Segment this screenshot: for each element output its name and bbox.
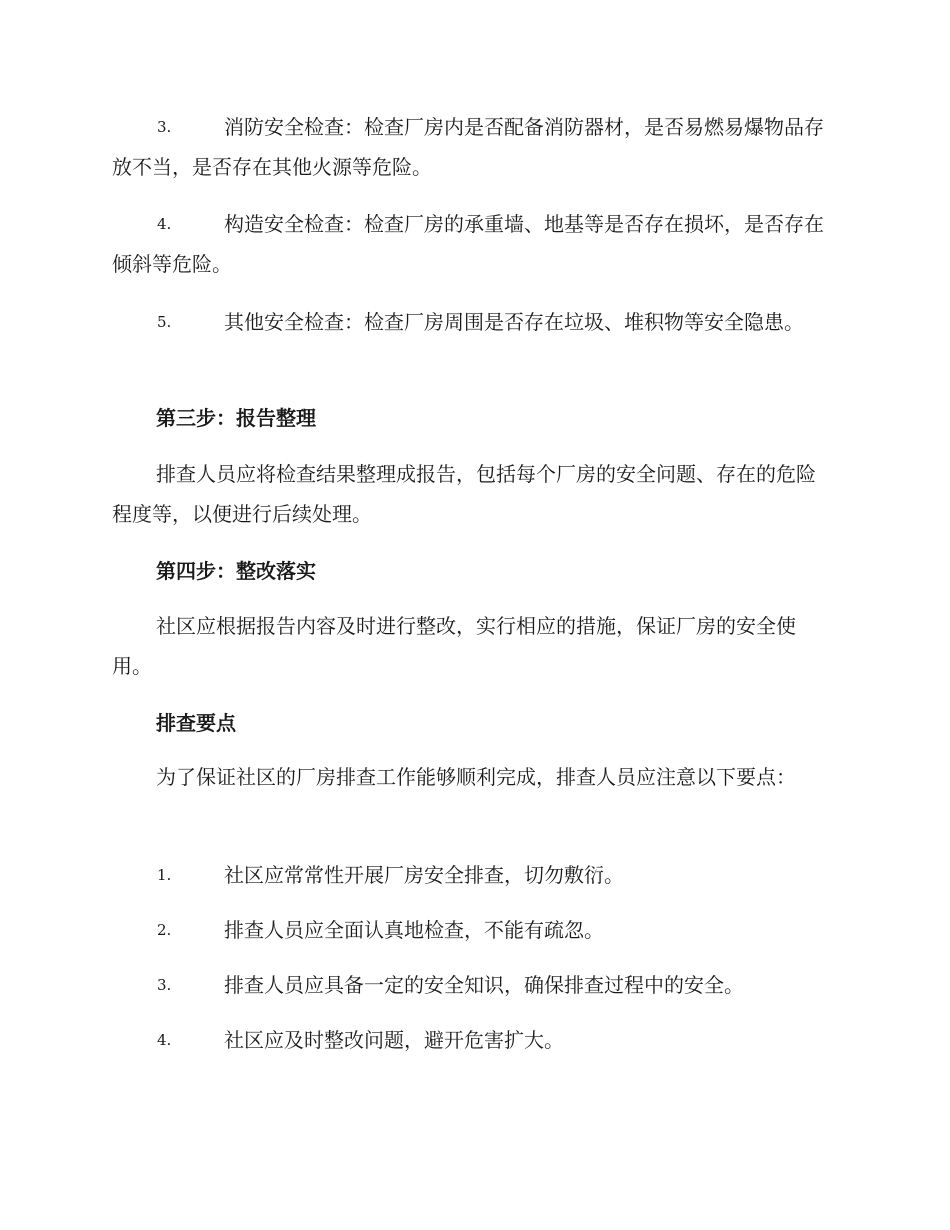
list-item — [112, 107, 832, 187]
list-number: 1. — [157, 866, 172, 884]
list-text: 构造安全检查：检查厂房的承重墙、地基等是否存在损坏，是否存在倾斜等危险。 — [112, 212, 824, 276]
list-number: 4. — [157, 215, 172, 233]
list-item — [112, 855, 832, 895]
list-number: 3. — [157, 118, 172, 136]
list-text: 社区应常常性开展厂房安全排查，切勿敷衍。 — [224, 863, 624, 887]
list-number: 3. — [157, 976, 172, 994]
list-item — [112, 1020, 832, 1060]
list-text: 排查人员应全面认真地检查，不能有疏忽。 — [224, 918, 604, 942]
list-text: 排查人员应具备一定的安全知识，确保排查过程中的安全。 — [224, 973, 744, 997]
list-item — [112, 965, 832, 1005]
paragraph: 排查人员应将检查结果整理成报告，包括每个厂房的安全问题、存在的危险程度等，以便进行后续处理。 — [112, 462, 816, 526]
list-text: 其他安全检查：检查厂房周围是否存在垃圾、堆积物等安全隐患。 — [224, 310, 804, 334]
paragraph: 为了保证社区的厂房排查工作能够顺利完成，排查人员应注意以下要点： — [156, 765, 796, 789]
list-number: 2. — [157, 921, 172, 939]
list-text: 社区应及时整改问题，避开危害扩大。 — [224, 1028, 564, 1052]
list-number: 5. — [157, 313, 172, 331]
list-item — [112, 302, 832, 342]
list-item — [112, 910, 832, 950]
section-heading: 第四步：整改落实 — [156, 559, 316, 583]
section-heading: 排查要点 — [156, 711, 236, 735]
section-heading: 第三步：报告整理 — [156, 406, 316, 430]
list-number: 4. — [157, 1031, 172, 1049]
list-item — [112, 204, 832, 284]
list-text: 消防安全检查：检查厂房内是否配备消防器材，是否易燃易爆物品存放不当，是否存在其他火源等危险。 — [112, 115, 824, 179]
paragraph: 社区应根据报告内容及时进行整改，实行相应的措施，保证厂房的安全使用。 — [112, 614, 796, 678]
